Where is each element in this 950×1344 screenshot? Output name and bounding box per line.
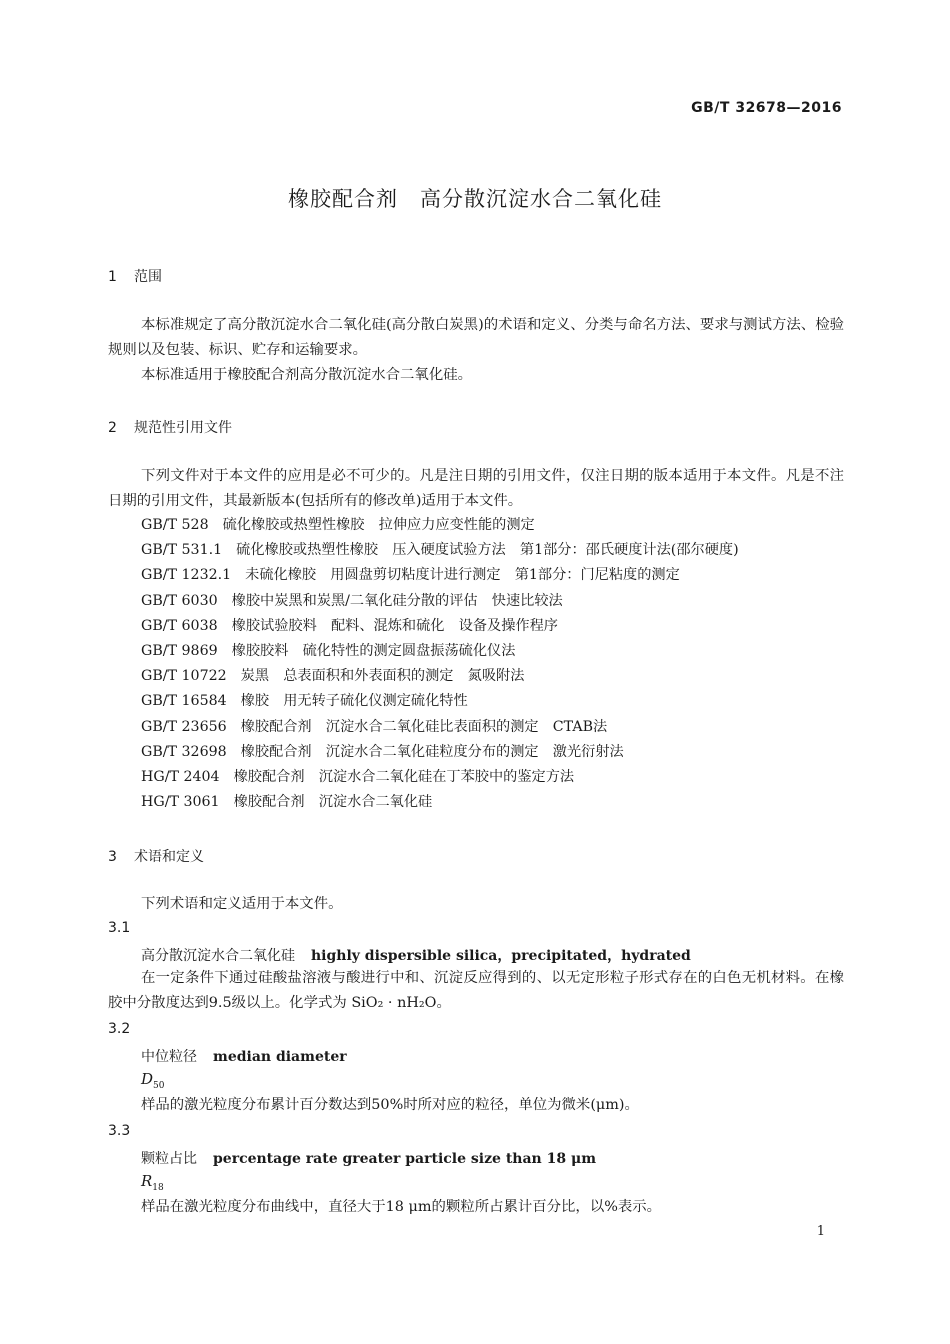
section-heading-scope (108, 266, 162, 286)
reference-code: GB/T 531.1 (141, 542, 223, 559)
reference-title: 橡胶配合剂 沉淀水合二氧化硅粒度分布的测定 激光衍射法 (240, 743, 624, 760)
reference-code: GB/T 6038 (141, 617, 218, 634)
term-definition: 样品在激光粒度分布曲线中，直径大于18 μm的颗粒所占累计百分比，以%表示。 (141, 1199, 662, 1215)
clause-number: 3.3 (108, 1123, 131, 1139)
reference-title: 橡胶配合剂 沉淀水合二氧化硅在丁苯胶中的鉴定方法 (233, 768, 575, 785)
reference-item (141, 616, 739, 641)
reference-item (141, 565, 739, 590)
reference-code: HG/T 3061 (141, 794, 220, 811)
reference-title: 橡胶中炭黑和炭黑/二氧化硅分散的评估 快速比较法 (231, 592, 563, 609)
section-title: 范围 (134, 269, 162, 285)
term-entry (141, 1148, 596, 1168)
standard-code: GB/T 32678—2016 (691, 100, 842, 116)
term-definition: 在一定条件下通过硅酸盐溶液与酸进行中和、沉淀反应得到的、以无定形粒子形式存在的白色无机材料。在橡胶中分散度达到9.5级以上。化学式为 SiO₂ · nH₂O。 (108, 970, 844, 1011)
section-title: 规范性引用文件 (134, 420, 232, 436)
term-symbol (141, 1070, 164, 1091)
reference-item (141, 742, 739, 767)
reference-item (141, 666, 739, 691)
term-zh: 中位粒径 (141, 1049, 197, 1065)
reference-item (141, 792, 739, 817)
term-en: median diameter (213, 1049, 347, 1065)
reference-item (141, 515, 739, 540)
reference-item (141, 641, 739, 666)
reference-code: GB/T 6030 (141, 592, 218, 609)
section-number: 3 (108, 849, 117, 865)
term-definition: 样品的激光粒度分布累计百分数达到50%时所对应的粒径，单位为微米(μm)。 (141, 1097, 639, 1113)
section-title: 术语和定义 (134, 849, 204, 865)
page-number: 1 (816, 1224, 825, 1239)
term-symbol (141, 1172, 164, 1193)
reference-title: 橡胶 用无转子硫化仪测定硫化特性 (240, 693, 468, 710)
reference-title: 硫化橡胶或热塑性橡胶 压入硬度试验方法 第1部分：邵氏硬度计法(邵尔硬度) (236, 542, 739, 559)
term-entry (141, 1046, 347, 1066)
reference-title: 硫化橡胶或热塑性橡胶 拉伸应力应变性能的测定 (222, 517, 535, 533)
paragraph: 本标准规定了高分散沉淀水合二氧化硅(高分散白炭黑)的术语和定义、分类与命名方法、要求与测试方法、检验规则以及包装、标识、贮存和运输要求。 (108, 317, 844, 358)
section-heading-terms (108, 846, 204, 866)
reference-code: GB/T 32698 (141, 743, 227, 760)
reference-title: 橡胶试验胶料 配料、混炼和硫化 设备及操作程序 (231, 617, 558, 634)
section-number: 1 (108, 269, 117, 285)
reference-code: HG/T 2404 (141, 768, 220, 785)
reference-code: GB/T 528 (141, 517, 209, 533)
reference-list (141, 515, 739, 817)
paragraph: 下列术语和定义适用于本文件。 (141, 896, 343, 912)
symbol-subscript: 50 (153, 1081, 165, 1091)
reference-code: GB/T 1232.1 (141, 567, 232, 584)
clause-number: 3.1 (108, 920, 131, 936)
clause-number: 3.2 (108, 1021, 131, 1037)
reference-code: GB/T 10722 (141, 668, 227, 685)
reference-title: 橡胶配合剂 沉淀水合二氧化硅比表面积的测定 CTAB法 (240, 718, 608, 735)
section-number: 2 (108, 420, 117, 436)
reference-code: GB/T 23656 (141, 718, 227, 735)
reference-item (141, 540, 739, 565)
reference-title: 橡胶配合剂 沉淀水合二氧化硅 (233, 794, 433, 811)
term-zh: 颗粒占比 (141, 1151, 197, 1167)
reference-code: GB/T 16584 (141, 693, 227, 710)
reference-item (141, 691, 739, 716)
paragraph: 本标准适用于橡胶配合剂高分散沉淀水合二氧化硅。 (141, 367, 472, 383)
term-entry (141, 945, 691, 965)
paragraph: 下列文件对于本文件的应用是必不可少的。凡是注日期的引用文件，仅注日期的版本适用于本文件。凡是不注日期的引用文件，其最新版本(包括所有的修改单)适用于本文件。 (108, 468, 844, 509)
term-en: percentage rate greater particle size than 18 μm (213, 1151, 597, 1167)
reference-item (141, 717, 739, 742)
document-title: 橡胶配合剂 高分散沉淀水合二氧化硅 (288, 187, 662, 211)
reference-title: 未硫化橡胶 用圆盘剪切粘度计进行测定 第1部分：门尼粘度的测定 (245, 567, 680, 584)
term-en: highly dispersible silica，precipitated，hydrated (311, 948, 691, 964)
reference-code: GB/T 9869 (141, 642, 218, 659)
symbol-letter: R (141, 1172, 153, 1190)
symbol-subscript: 18 (152, 1183, 164, 1193)
reference-item (141, 767, 739, 792)
symbol-letter: D (141, 1070, 154, 1088)
section-heading-references (108, 417, 232, 437)
reference-title: 炭黑 总表面积和外表面积的测定 氮吸附法 (240, 668, 525, 685)
reference-title: 橡胶胶料 硫化特性的测定圆盘振荡硫化仪法 (231, 642, 516, 659)
reference-item (141, 591, 739, 616)
term-zh: 高分散沉淀水合二氧化硅 (141, 948, 295, 964)
